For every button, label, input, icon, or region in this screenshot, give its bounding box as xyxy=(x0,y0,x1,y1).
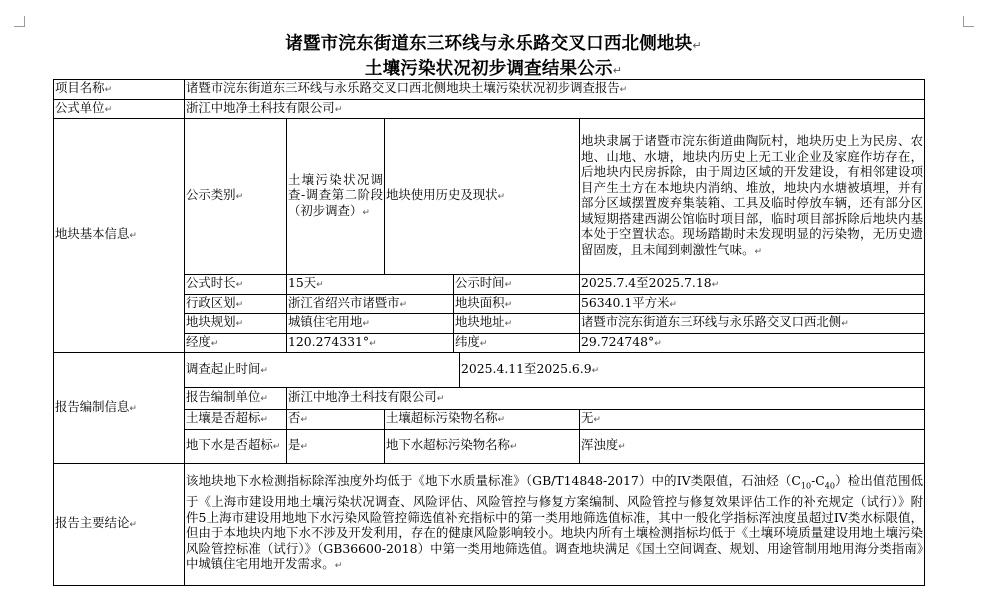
water-pollutant-label: 地下水超标污染物名称↵ xyxy=(385,429,580,463)
time-label: 公示时间↵ xyxy=(454,275,580,295)
soil-pollutant-label: 土壤超标污染物名称↵ xyxy=(385,410,580,430)
soil-exceed-value: 否↵ xyxy=(287,410,385,430)
title-line-1: 诸暨市浣东街道东三环线与永乐路交叉口西北侧地块↵ xyxy=(285,34,702,54)
lat-value: 29.724748°↵ xyxy=(580,333,925,353)
water-pollutant-value: 浑浊度↵ xyxy=(580,429,925,463)
lng-value: 120.274331°↵ xyxy=(287,333,454,353)
planning-label: 地块规划↵ xyxy=(185,314,287,334)
history-label: 地块使用历史及现状↵ xyxy=(385,119,580,275)
lng-label: 经度↵ xyxy=(185,333,287,353)
project-name-value: 诸暨市浣东街道东三环线与永乐路交叉口西北侧地块土壤污染状况初步调查报告↵ xyxy=(185,80,925,100)
history-value: 地块隶属于诸暨市浣东街道曲陶阮村，地块历史上为民房、农地、山地、水塘，地块内历史上无工业企业及家庭作坊存在，后地块内民房拆除，由于周边区域的开发建设，有相邻建设项目产生土方在本地块内消纳、堆放，地块内水塘被填埋，并有部分区域摆置废弃集装箱、工具及临时停放车辆，还有部分区域短期搭建西湖公馆临时项目部，临时项目部拆除后地块内基本处于空置状态。现场踏勘时未发现明显的污染物，无历史遗留固废，且未闻到刺激性气味。↵ xyxy=(580,119,925,275)
row-water-exceed xyxy=(54,429,925,463)
lat-label: 纬度↵ xyxy=(454,333,580,353)
area-label: 地块面积↵ xyxy=(454,294,580,314)
duration-label: 公式时长↵ xyxy=(185,275,287,295)
address-value: 诸暨市浣东街道东三环线与永乐路交叉口西北侧↵ xyxy=(580,314,925,334)
conclusion-label: 报告主要结论↵ xyxy=(54,463,185,585)
row-duration xyxy=(54,275,925,295)
duration-value: 15天↵ xyxy=(287,275,454,295)
row-basic-category xyxy=(54,119,925,275)
soil-pollutant-value: 无↵ xyxy=(580,410,925,430)
publisher-value: 浙江中地净土科技有限公司↵ xyxy=(185,99,925,119)
title-line-2: 土壤污染状况初步调查结果公示↵ xyxy=(364,59,623,79)
page-corner-mark-right xyxy=(963,16,974,27)
district-label: 行政区划↵ xyxy=(185,294,287,314)
soil-exceed-label: 土壤是否超标↵ xyxy=(185,410,287,430)
row-survey-period xyxy=(54,353,925,388)
address-label: 地块地址↵ xyxy=(454,314,580,334)
district-value: 浙江省绍兴市诸暨市↵ xyxy=(287,294,454,314)
time-value: 2025.7.4至2025.7.18↵ xyxy=(580,275,925,295)
survey-period-label: 调查起止时间↵ xyxy=(185,353,460,388)
publisher-label: 公式单位↵ xyxy=(54,99,185,119)
row-district xyxy=(54,294,925,314)
report-org-label: 报告编制单位↵ xyxy=(185,388,287,410)
area-value: 56340.1平方米↵ xyxy=(580,294,925,314)
row-soil-exceed xyxy=(54,410,925,430)
page-corner-mark-left xyxy=(14,16,25,27)
row-report-org xyxy=(54,388,925,410)
report-info-label: 报告编制信息↵ xyxy=(54,353,185,464)
row-project-name xyxy=(54,80,925,100)
project-name-label: 项目名称↵ xyxy=(54,80,185,100)
report-org-value: 浙江中地净土科技有限公司↵ xyxy=(287,388,925,410)
row-coordinates xyxy=(54,333,925,353)
planning-value: 城镇住宅用地↵ xyxy=(287,314,454,334)
water-exceed-value: 是↵ xyxy=(287,429,385,463)
disclosure-table xyxy=(53,79,925,586)
survey-period-value: 2025.4.11至2025.6.9↵ xyxy=(460,353,925,388)
category-value: 土壤污染状况调查-调查第二阶段（初步调查）↵ xyxy=(287,119,385,275)
row-conclusion xyxy=(54,463,925,585)
row-planning xyxy=(54,314,925,334)
water-exceed-label: 地下水是否超标↵ xyxy=(185,429,287,463)
row-publisher xyxy=(54,99,925,119)
conclusion-value: 该地块地下水检测指标除浑浊度外均低于《地下水质量标准》（GB/T14848-2017）中的IV类限值，石油烃$(C_{10}-C_{40})$检出值范围低于《上海市建设用地土壤污染状况调查、风险评估、风险管控与修复方案编制、风险管控与修复效果评估工作的补充规定（试行）》附件5上海市建设用地地下水污染风险管控筛选值补充指标中的第一类用地筛选值标准，其中一般化学指标浑浊度虽超过IV类水标限值，但由于本地块内地下水不涉及开发利用，存在的健康风险影响较小。地块内所有土壤检测指标均低于《土壤环境质量建设用地土壤污染风险管控标准（试行）》（GB36600-2018）中第一类用地筛选值。调查地块满足《国土空间调查、规划、用途管制用地用海分类指南》中城镇住宅用地开发需求。↵ xyxy=(185,463,925,585)
category-label: 公示类别↵ xyxy=(185,119,287,275)
basic-info-label: 地块基本信息↵ xyxy=(54,119,185,353)
